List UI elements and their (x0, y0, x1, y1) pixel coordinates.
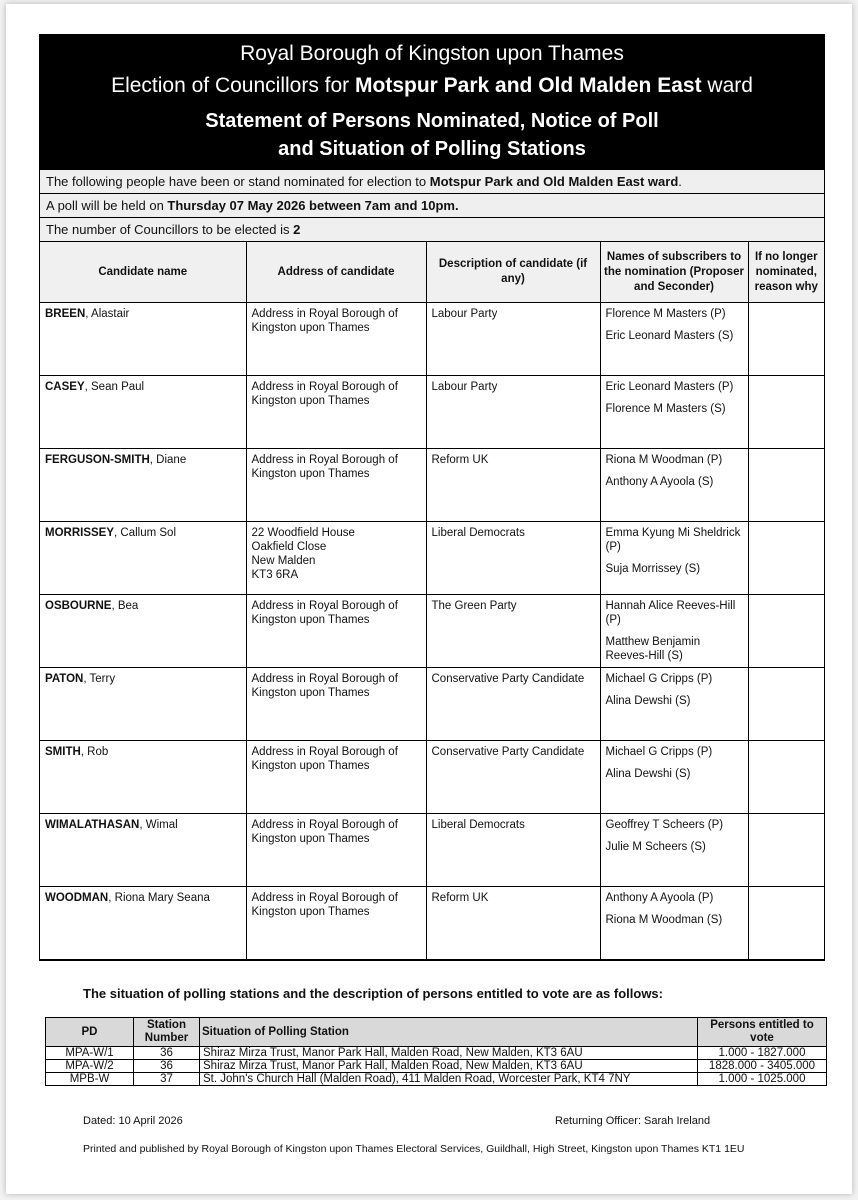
nominated-notice (40, 169, 824, 193)
proposer: Florence M Masters (P) (605, 308, 726, 320)
candidate-surname: WOODMAN (45, 892, 109, 904)
candidate-name (40, 303, 246, 376)
candidate-surname: BREEN (45, 308, 86, 320)
candidate-name (40, 376, 246, 449)
polling-district: MPA-W/1 (46, 1047, 134, 1060)
returning-officer: Returning Officer: Sarah Ireland (555, 1115, 711, 1127)
candidate-description: Labour Party (426, 376, 600, 449)
candidate-address: Address in Royal Borough of Kingston upon Thames (246, 376, 426, 449)
candidate-forenames: , Terry (83, 673, 116, 685)
candidate-description: Reform UK (426, 887, 600, 960)
candidate-surname: OSBOURNE (45, 600, 112, 612)
polling-row (46, 1060, 827, 1073)
proposer: Eric Leonard Masters (P) (605, 381, 734, 393)
station-number: 36 (134, 1047, 200, 1060)
ward-suffix: ward (701, 74, 753, 97)
polling-header-row (46, 1018, 827, 1047)
election-title (40, 69, 824, 103)
candidate-name (40, 668, 246, 741)
candidate-address: Address in Royal Borough of Kingston upon Thames (246, 887, 426, 960)
seconder: Alina Dewshi (S) (605, 695, 691, 707)
candidate-address: Address in Royal Borough of Kingston upon Thames (246, 741, 426, 814)
candidate-row (40, 522, 824, 595)
candidate-description: Liberal Democrats (426, 522, 600, 595)
candidate-subscribers (600, 522, 748, 595)
candidate-forenames: , Alastair (85, 308, 130, 320)
council-name: Royal Borough of Kingston upon Thames (240, 42, 624, 65)
candidate-forenames: , Bea (111, 600, 139, 612)
header-station-number: Station Number (134, 1018, 200, 1047)
header-subscribers: Names of subscribers to the nomination (Proposer and Seconder) (600, 242, 748, 303)
header-description: Description of candidate (if any) (426, 242, 600, 303)
candidate-row (40, 887, 824, 960)
candidates-body (40, 303, 824, 960)
candidate-address: Address in Royal Borough of Kingston upon Thames (246, 595, 426, 668)
candidate-subscribers (600, 595, 748, 668)
seconder: Riona M Woodman (S) (605, 914, 723, 926)
candidate-row (40, 814, 824, 887)
candidate-row (40, 303, 824, 376)
withdrawal-reason (748, 376, 824, 449)
persons-entitled: 1.000 - 1827.000 (698, 1047, 827, 1060)
proposer: Michael G Cripps (P) (605, 746, 713, 758)
polling-row (46, 1047, 827, 1060)
candidate-forenames: , Wimal (139, 819, 178, 831)
candidate-forenames: , Riona Mary Seana (108, 892, 210, 904)
candidate-name (40, 522, 246, 595)
candidate-surname: MORRISSEY (45, 527, 115, 539)
ward-name: Motspur Park and Old Malden East (355, 74, 702, 97)
candidate-subscribers (600, 741, 748, 814)
polling-stations-table (45, 1017, 827, 1086)
candidate-surname: CASEY (45, 381, 85, 393)
persons-entitled: 1828.000 - 3405.000 (698, 1060, 827, 1073)
polling-heading: The situation of polling stations and the description of persons entitled to vote are as follows: (83, 986, 663, 1001)
poll-notice (40, 193, 824, 217)
seconder: Eric Leonard Masters (S) (605, 330, 734, 342)
withdrawal-reason (748, 668, 824, 741)
candidate-description: Reform UK (426, 449, 600, 522)
notice-frame (39, 34, 825, 961)
station-number: 36 (134, 1060, 200, 1073)
councillors-count: 2 (293, 222, 301, 237)
withdrawal-reason (748, 814, 824, 887)
header-candidate-name: Candidate name (40, 242, 246, 303)
nominated-suffix: . (678, 174, 682, 189)
candidate-subscribers (600, 668, 748, 741)
candidate-description: The Green Party (426, 595, 600, 668)
candidate-name (40, 814, 246, 887)
polling-district: MPB-W (46, 1073, 134, 1086)
header-pd: PD (46, 1018, 134, 1047)
councillors-notice (40, 217, 824, 241)
proposer: Hannah Alice Reeves-Hill (P) (605, 600, 736, 626)
candidate-name (40, 741, 246, 814)
candidate-subscribers (600, 449, 748, 522)
withdrawal-reason (748, 595, 824, 668)
header-reason: If no longer nominated, reason why (748, 242, 824, 303)
candidate-name (40, 595, 246, 668)
candidate-surname: WIMALATHASAN (45, 819, 140, 831)
candidate-subscribers (600, 376, 748, 449)
candidate-forenames: , Diane (149, 454, 187, 466)
seconder: Suja Morrissey (S) (605, 563, 701, 575)
seconder: Alina Dewshi (S) (605, 768, 691, 780)
statement-title (40, 107, 824, 163)
document-page (6, 4, 852, 1194)
candidate-description: Liberal Democrats (426, 814, 600, 887)
header-address: Address of candidate (246, 242, 426, 303)
nominated-ward: Motspur Park and Old Malden East ward (429, 174, 679, 189)
candidate-row (40, 376, 824, 449)
councillors-prefix: The number of Councillors to be elected is (46, 222, 294, 237)
candidate-address: Address in Royal Borough of Kingston upon Thames (246, 303, 426, 376)
seconder: Matthew Benjamin Reeves-Hill (S) (605, 636, 701, 662)
candidate-subscribers (600, 303, 748, 376)
withdrawal-reason (748, 741, 824, 814)
candidates-header-row (40, 242, 824, 303)
header-situation: Situation of Polling Station (200, 1018, 698, 1047)
statement-line-2: and Situation of Polling Stations (278, 138, 586, 160)
proposer: Riona M Woodman (P) (605, 454, 723, 466)
poll-prefix: A poll will be held on (46, 198, 168, 213)
polling-body (46, 1047, 827, 1086)
nominated-prefix: The following people have been or stand nominated for election to (46, 174, 430, 189)
candidate-row (40, 668, 824, 741)
proposer: Michael G Cripps (P) (605, 673, 713, 685)
withdrawal-reason (748, 449, 824, 522)
candidate-description: Labour Party (426, 303, 600, 376)
seconder: Florence M Masters (S) (605, 403, 726, 415)
dated: Dated: 10 April 2026 (83, 1115, 183, 1127)
poll-date: Thursday 07 May 2026 between 7am and 10pm. (167, 198, 459, 213)
candidate-description: Conservative Party Candidate (426, 668, 600, 741)
candidate-row (40, 595, 824, 668)
candidate-row (40, 449, 824, 522)
printed-by: Printed and published by Royal Borough of Kingston upon Thames Electoral Services, Guildhall, High Street, Kingston upon Thames KT1 1EU (83, 1143, 745, 1155)
candidate-subscribers (600, 814, 748, 887)
candidate-surname: SMITH (45, 746, 81, 758)
seconder: Julie M Scheers (S) (605, 841, 706, 853)
candidate-subscribers (600, 887, 748, 960)
candidate-address: Address in Royal Borough of Kingston upon Thames (246, 814, 426, 887)
withdrawal-reason (748, 887, 824, 960)
candidate-address: 22 Woodfield House Oakfield Close New Malden KT3 6RA (246, 522, 426, 595)
proposer: Anthony A Ayoola (P) (605, 892, 714, 904)
candidate-surname: FERGUSON-SMITH (45, 454, 150, 466)
title-banner (40, 35, 824, 169)
candidate-forenames: , Callum Sol (114, 527, 177, 539)
election-prefix: Election of Councillors for (111, 74, 356, 97)
polling-district: MPA-W/2 (46, 1060, 134, 1073)
candidates-table (40, 241, 824, 960)
persons-entitled: 1.000 - 1025.000 (698, 1073, 827, 1086)
header-persons-entitled: Persons entitled to vote (698, 1018, 827, 1047)
candidate-name (40, 887, 246, 960)
candidate-row (40, 741, 824, 814)
polling-row (46, 1073, 827, 1086)
withdrawal-reason (748, 303, 824, 376)
candidate-forenames: , Rob (80, 746, 109, 758)
statement-line-1: Statement of Persons Nominated, Notice of Poll (205, 110, 659, 132)
withdrawal-reason (748, 522, 824, 595)
station-situation: Shiraz Mirza Trust, Manor Park Hall, Malden Road, New Malden, KT3 6AU (200, 1060, 698, 1073)
candidate-forenames: , Sean Paul (84, 381, 145, 393)
candidate-name (40, 449, 246, 522)
station-situation: Shiraz Mirza Trust, Manor Park Hall, Malden Road, New Malden, KT3 6AU (200, 1047, 698, 1060)
candidate-surname: PATON (45, 673, 84, 685)
seconder: Anthony A Ayoola (S) (605, 476, 714, 488)
station-number: 37 (134, 1073, 200, 1086)
proposer: Geoffrey T Scheers (P) (605, 819, 724, 831)
proposer: Emma Kyung Mi Sheldrick (P) (605, 527, 741, 553)
station-situation: St. John's Church Hall (Malden Road), 411 Malden Road, Worcester Park, KT4 7NY (200, 1073, 698, 1086)
candidate-description: Conservative Party Candidate (426, 741, 600, 814)
candidate-address: Address in Royal Borough of Kingston upon Thames (246, 449, 426, 522)
candidate-address: Address in Royal Borough of Kingston upon Thames (246, 668, 426, 741)
